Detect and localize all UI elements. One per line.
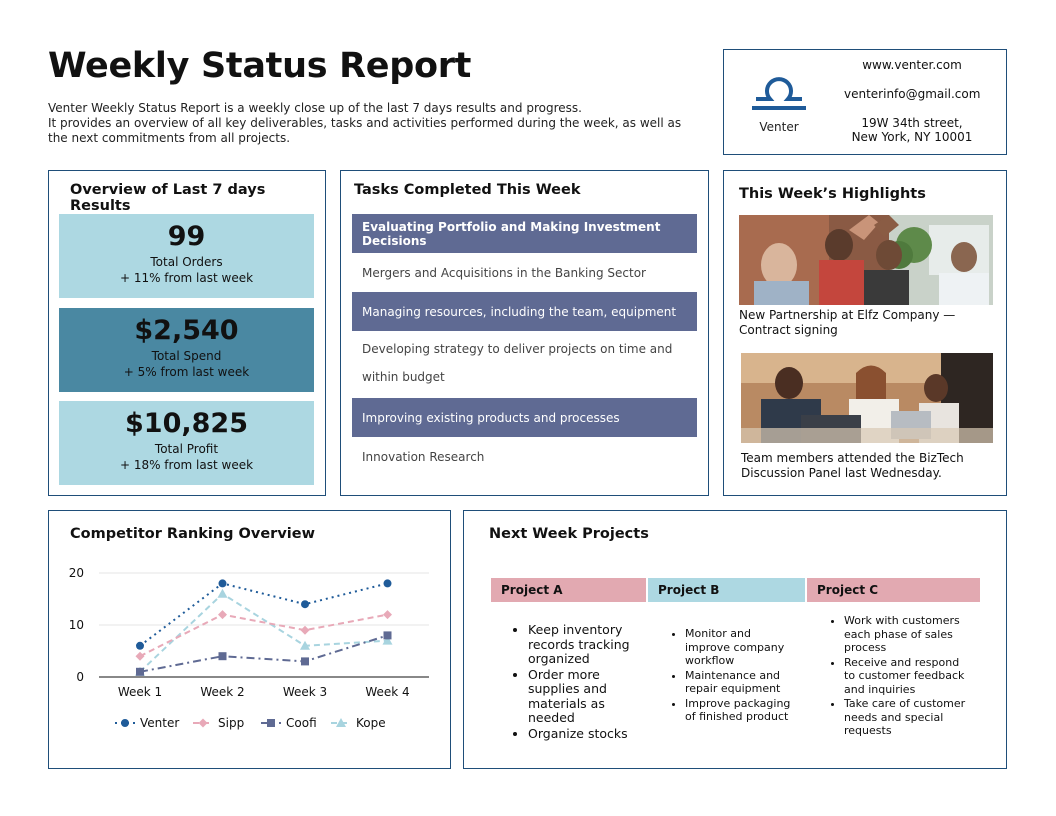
data-point-coofi	[136, 668, 144, 676]
project-c-header: Project C	[807, 578, 980, 602]
project-a-header: Project A	[491, 578, 646, 602]
highlight-caption	[739, 308, 993, 338]
y-tick-label: 20	[68, 566, 84, 580]
legend-label: Venter	[140, 716, 180, 730]
x-tick-label: Week 2	[200, 685, 245, 699]
series-line-coofi	[140, 635, 388, 671]
project-a-list	[512, 623, 632, 742]
task-item: Mergers and Acquisitions in the Banking Sector	[362, 265, 646, 280]
project-b-header: Project B	[648, 578, 805, 602]
task-item: Innovation Research	[362, 449, 485, 464]
metric-label: Total Orders	[150, 255, 223, 269]
list-item: • Maintenance and repair equipment	[685, 669, 794, 696]
tasks-title: Tasks Completed This Week	[354, 182, 581, 198]
task-item: Improving existing products and processes	[352, 398, 697, 437]
metric-change: + 18% from last week	[119, 458, 254, 472]
data-point-venter	[301, 600, 309, 608]
y-tick-label: 0	[76, 670, 84, 684]
list-item: • Receive and respond to customer feedback and inquiries	[844, 656, 968, 697]
libra-scale-icon	[746, 68, 812, 116]
metric-total-spend	[59, 308, 314, 392]
data-point-venter	[219, 579, 227, 587]
data-point-coofi	[384, 631, 392, 639]
metric-label: Total Profit	[154, 442, 219, 456]
legend-marker	[199, 719, 208, 728]
data-point-sipp	[383, 610, 392, 619]
highlight-caption	[741, 451, 995, 481]
data-point-kope	[218, 589, 228, 598]
photo-team-meeting	[741, 353, 993, 443]
data-point-venter	[384, 579, 392, 587]
intro-line-2: It provides an overview of all key deliverables, tasks and activities performed during the week, as well as the next commitments from all projects.	[48, 116, 682, 145]
list-item: • Keep inventory records tracking organized	[528, 623, 632, 667]
metric-value: $2,540	[134, 315, 239, 346]
address-line-2: New York, NY 10001	[851, 130, 973, 144]
legend-label: Kope	[356, 716, 386, 730]
nextweek-panel	[463, 510, 1007, 769]
competitor-panel	[48, 510, 451, 769]
project-b-list	[669, 627, 794, 725]
caption-line-1: Team members attended the BizTech	[741, 451, 964, 465]
company-logo	[746, 68, 812, 138]
nextweek-title: Next Week Projects	[489, 526, 649, 542]
metric-total-profit	[59, 401, 314, 485]
overview-title: Overview of Last 7 days Results	[70, 182, 266, 214]
x-tick-label: Week 1	[117, 685, 163, 699]
task-item: Managing resources, including the team, equipment	[352, 292, 697, 331]
x-tick-label: Week 4	[365, 685, 410, 699]
metric-total-orders	[59, 214, 314, 298]
photo-high-five	[739, 215, 993, 305]
list-item: • Improve packaging of finished product	[685, 697, 794, 724]
data-point-venter	[136, 642, 144, 650]
overview-panel	[48, 170, 326, 496]
highlights-panel	[723, 170, 1007, 496]
competitor-title: Competitor Ranking Overview	[70, 526, 315, 542]
highlight-photo-panel	[741, 353, 993, 443]
list-item: • Work with customers each phase of sales process	[844, 614, 968, 655]
logo-name: Venter	[759, 120, 799, 134]
competitor-line-chart	[49, 511, 450, 768]
highlights-title: This Week’s Highlights	[739, 186, 926, 202]
task-text-line-2: within budget	[362, 370, 445, 384]
address-line-1: 19W 34th street,	[861, 116, 963, 130]
metric-change: + 5% from last week	[123, 365, 250, 379]
highlight-photo-partnership	[739, 215, 993, 305]
list-item: • Take care of customer needs and special requests	[844, 697, 968, 738]
intro-line-1: Venter Weekly Status Report is a weekly close up of the last 7 days results and progress.	[48, 101, 582, 115]
metric-value: 99	[167, 221, 206, 252]
caption-line-2: Discussion Panel last Wednesday.	[741, 466, 942, 480]
data-point-sipp	[136, 652, 145, 661]
list-item: • Monitor and improve company workflow	[685, 627, 794, 668]
website-link[interactable]: www.venter.com	[862, 58, 962, 72]
data-point-coofi	[219, 652, 227, 660]
list-item: • Organize stocks	[528, 727, 632, 742]
y-tick-label: 10	[68, 618, 84, 632]
project-c-list	[828, 614, 968, 739]
series-line-kope	[140, 594, 388, 672]
metric-label: Total Spend	[151, 349, 222, 363]
metric-change: + 11% from last week	[119, 271, 254, 285]
list-item: • Order more supplies and materials as needed	[528, 668, 632, 726]
task-item	[352, 335, 697, 391]
email-link[interactable]: venterinfo@gmail.com	[844, 87, 981, 101]
metric-value: $10,825	[125, 408, 248, 439]
contact-box	[723, 49, 1007, 155]
data-point-coofi	[301, 657, 309, 665]
legend-marker	[121, 719, 129, 727]
caption-line-2: Contract signing	[739, 323, 838, 337]
data-point-sipp	[218, 610, 227, 619]
legend-label: Sipp	[218, 716, 245, 730]
page-title: Weekly Status Report	[48, 46, 472, 86]
caption-line-1: New Partnership at Elfz Company —	[739, 308, 956, 322]
data-point-sipp	[301, 626, 310, 635]
legend-marker	[267, 719, 275, 727]
task-text-line-1: Developing strategy to deliver projects on time and	[362, 342, 673, 356]
contact-details	[844, 58, 980, 144]
tasks-panel	[340, 170, 709, 496]
x-tick-label: Week 3	[282, 685, 328, 699]
task-item: Evaluating Portfolio and Making Investment Decisions	[352, 214, 697, 253]
legend-label: Coofi	[286, 716, 317, 730]
intro-text	[48, 101, 688, 146]
